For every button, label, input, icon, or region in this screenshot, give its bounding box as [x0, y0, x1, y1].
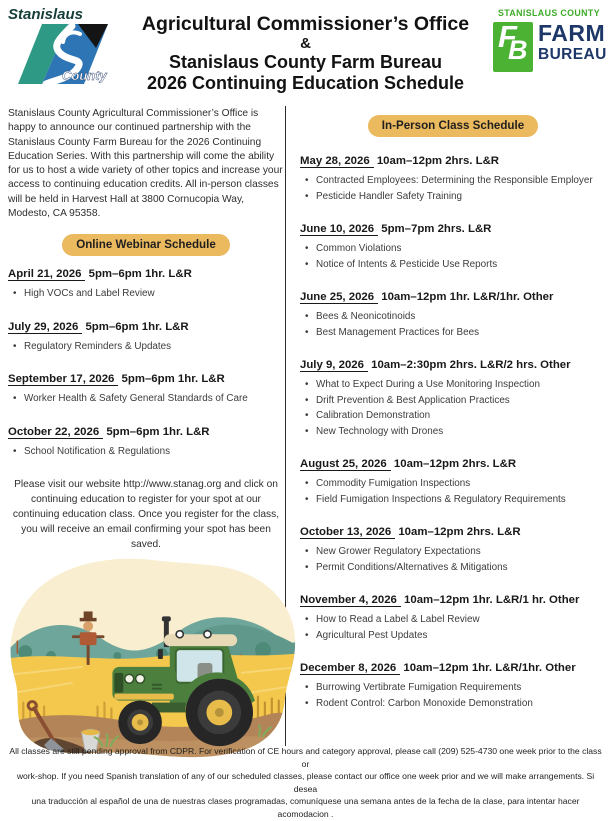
event-date: October 13, 2026	[300, 526, 395, 539]
topic-list	[300, 173, 606, 204]
webinar-event-list	[8, 266, 284, 459]
event-block	[8, 424, 284, 460]
topic-list	[8, 391, 284, 407]
event-block	[300, 660, 606, 711]
event-date-heading	[8, 319, 284, 336]
event-date: October 22, 2026	[8, 426, 103, 439]
topic-item: • Field Fumigation Inspections & Regulatory Requirements	[300, 492, 606, 508]
bureau-word: BUREAU	[538, 46, 607, 63]
online-webinar-schedule-badge: Online Webinar Schedule	[62, 234, 230, 256]
inperson-badge-wrap	[300, 115, 606, 137]
event-date: April 21, 2026	[8, 268, 85, 281]
monogram-b: B	[508, 35, 528, 65]
event-date-heading	[8, 424, 284, 441]
footer-disclaimer	[5, 745, 606, 821]
topic-list	[8, 339, 284, 355]
event-date-heading	[300, 153, 606, 170]
topic-item: • Regulatory Reminders & Updates	[8, 339, 284, 355]
topic-item: • Burrowing Vertibrate Fumigation Requirements	[300, 680, 606, 696]
title-line-2: &	[300, 35, 311, 52]
topic-list	[300, 680, 606, 711]
header	[0, 0, 611, 104]
topic-list	[300, 377, 606, 439]
event-date: May 28, 2026	[300, 155, 374, 168]
topic-list	[300, 612, 606, 643]
farm-scene-icon	[2, 556, 302, 758]
event-time: 5pm–6pm 1hr. L&R	[82, 320, 189, 333]
topic-item: • Common Violations	[300, 241, 606, 257]
event-time: 10am–12pm 2hrs. L&R	[390, 458, 517, 470]
footer-line: work-shop. If you need Spanish translation of any of our scheduled classes, please contact our office one week prior and we will make arrangements. Si desea	[16, 771, 595, 794]
topic-item: • Drift Prevention & Best Application Practices	[300, 393, 606, 409]
topic-item: • Commodity Fumigation Inspections	[300, 476, 606, 492]
event-date: November 4, 2026	[300, 594, 401, 607]
event-block	[300, 592, 606, 643]
event-time: 5pm–6pm 1hr. L&R	[103, 425, 210, 438]
footer-line: All classes are still pending approval from CDPR. For verification of CE hours and category approval, please call (209) 525-4730 one week prior to the class or	[9, 746, 602, 769]
event-date: August 25, 2026	[300, 458, 391, 471]
event-date-heading	[8, 371, 284, 388]
event-time: 5pm–6pm 1hr. L&R	[118, 373, 225, 386]
event-block	[300, 289, 606, 340]
monogram-f: F	[498, 19, 517, 54]
topic-item: • Notice of Intents & Pesticide Use Reports	[300, 257, 606, 273]
event-date: June 10, 2026	[300, 223, 378, 236]
topic-item: • Permit Conditions/Alternatives & Mitigations	[300, 560, 606, 576]
farm-illustration	[2, 556, 302, 758]
event-date: June 25, 2026	[300, 291, 378, 304]
event-date-heading	[300, 456, 606, 473]
topic-item: • Rodent Control: Carbon Monoxide Demonstration	[300, 696, 606, 712]
topic-list	[300, 241, 606, 272]
topic-list	[300, 476, 606, 507]
topic-list	[8, 444, 284, 460]
title-line-1: Agricultural Commissioner’s Office	[141, 13, 470, 35]
page-title	[110, 13, 501, 94]
topic-item: • Best Management Practices for Bees	[300, 325, 606, 341]
event-block	[8, 319, 284, 355]
svg-text:Stanislaus: Stanislaus	[8, 6, 84, 23]
intro-paragraph: Stanislaus County Agricultural Commissioner’s Office is happy to announce our continued partnership with the Stanislaus County Farm Bureau for the 2026 Continuing Education Series. With this partnership will come the ability for us to host a wide variety of other topics and increase your access to continuing education credits. All in-person classes will be held in Harvest Hall at 3800 Cornucopia Way, Modesto, CA 95358.	[8, 108, 283, 220]
event-date: July 29, 2026	[8, 321, 82, 334]
event-date-heading	[300, 357, 606, 374]
event-time: 5pm–7pm 2hrs. L&R	[378, 223, 492, 235]
event-date-heading	[300, 592, 606, 609]
event-time: 10am–12pm 1hr. L&R/1 hr. Other	[400, 594, 580, 606]
topic-item: • Worker Health & Safety General Standards of Care	[8, 391, 284, 407]
topic-item: • High VOCs and Label Review	[8, 286, 284, 302]
topic-item: • School Notification & Regulations	[8, 444, 284, 460]
title-line-4: 2026 Continuing Education Schedule	[146, 73, 465, 93]
event-block	[300, 524, 606, 575]
farm-bureau-wordmark	[538, 22, 607, 63]
in-person-class-schedule-badge: In-Person Class Schedule	[368, 115, 538, 137]
registration-note: Please visit our website http://www.stanag.org and click on continuing education to register for your spot at our continuing education class. Once you register for the class, you will receive an email confirming your spot has been saved.	[12, 479, 280, 550]
farm-word: FARM	[538, 20, 606, 46]
event-block	[300, 456, 606, 507]
event-time: 10am–12pm 1hr. L&R/1hr. Other	[400, 662, 576, 674]
svg-text:County: County	[62, 68, 107, 83]
webinar-badge-wrap	[8, 234, 284, 256]
event-date-heading	[300, 221, 606, 238]
topic-item: • How to Read a Label & Label Review	[300, 612, 606, 628]
topic-item: • Bees & Neonicotinoids	[300, 309, 606, 325]
right-column	[300, 107, 606, 728]
event-date-heading	[300, 660, 606, 677]
topic-item: • Contracted Employees: Determining the Responsible Employer	[300, 173, 606, 189]
event-time: 5pm–6pm 1hr. L&R	[85, 268, 192, 281]
event-date-heading	[8, 266, 284, 283]
event-date: July 9, 2026	[300, 359, 368, 372]
event-block	[8, 371, 284, 407]
event-block	[300, 357, 606, 439]
event-time: 10am–12pm 2hrs. L&R	[395, 526, 521, 538]
topic-item: • Agricultural Pest Updates	[300, 628, 606, 644]
topic-item: • New Technology with Drones	[300, 424, 606, 440]
event-block	[300, 221, 606, 272]
topic-list	[300, 544, 606, 575]
event-time: 10am–12pm 1hr. L&R/1hr. Other	[378, 291, 554, 303]
topic-item: • Calibration Demonstration	[300, 408, 606, 424]
left-column	[8, 107, 284, 552]
topic-list	[300, 309, 606, 340]
topic-item: • What to Expect During a Use Monitoring Inspection	[300, 377, 606, 393]
event-date: December 8, 2026	[300, 662, 400, 675]
topic-item: • New Grower Regulatory Expectations	[300, 544, 606, 560]
farm-bureau-monogram-icon	[493, 19, 533, 72]
event-date-heading	[300, 289, 606, 306]
title-line-3: Stanislaus County Farm Bureau	[168, 52, 443, 72]
event-date-heading	[300, 524, 606, 541]
event-date: September 17, 2026	[8, 373, 118, 386]
topic-list	[8, 286, 284, 302]
farm-bureau-logo	[493, 8, 605, 90]
event-time: 10am–2:30pm 2hrs. L&R/2 hrs. Other	[367, 359, 571, 371]
inperson-event-list	[300, 153, 606, 711]
footer-line: una traducción al español de una de nuestras clases programadas, comuníquese una semana antes de la fecha de la clase, para intentar hacer acomodacion .	[31, 796, 580, 819]
topic-item: • Pesticide Handler Safety Training	[300, 189, 606, 205]
farm-bureau-county-label: STANISLAUS COUNTY	[498, 8, 600, 18]
event-block	[300, 153, 606, 204]
event-time: 10am–12pm 2hrs. L&R	[373, 155, 500, 167]
event-block	[8, 266, 284, 302]
